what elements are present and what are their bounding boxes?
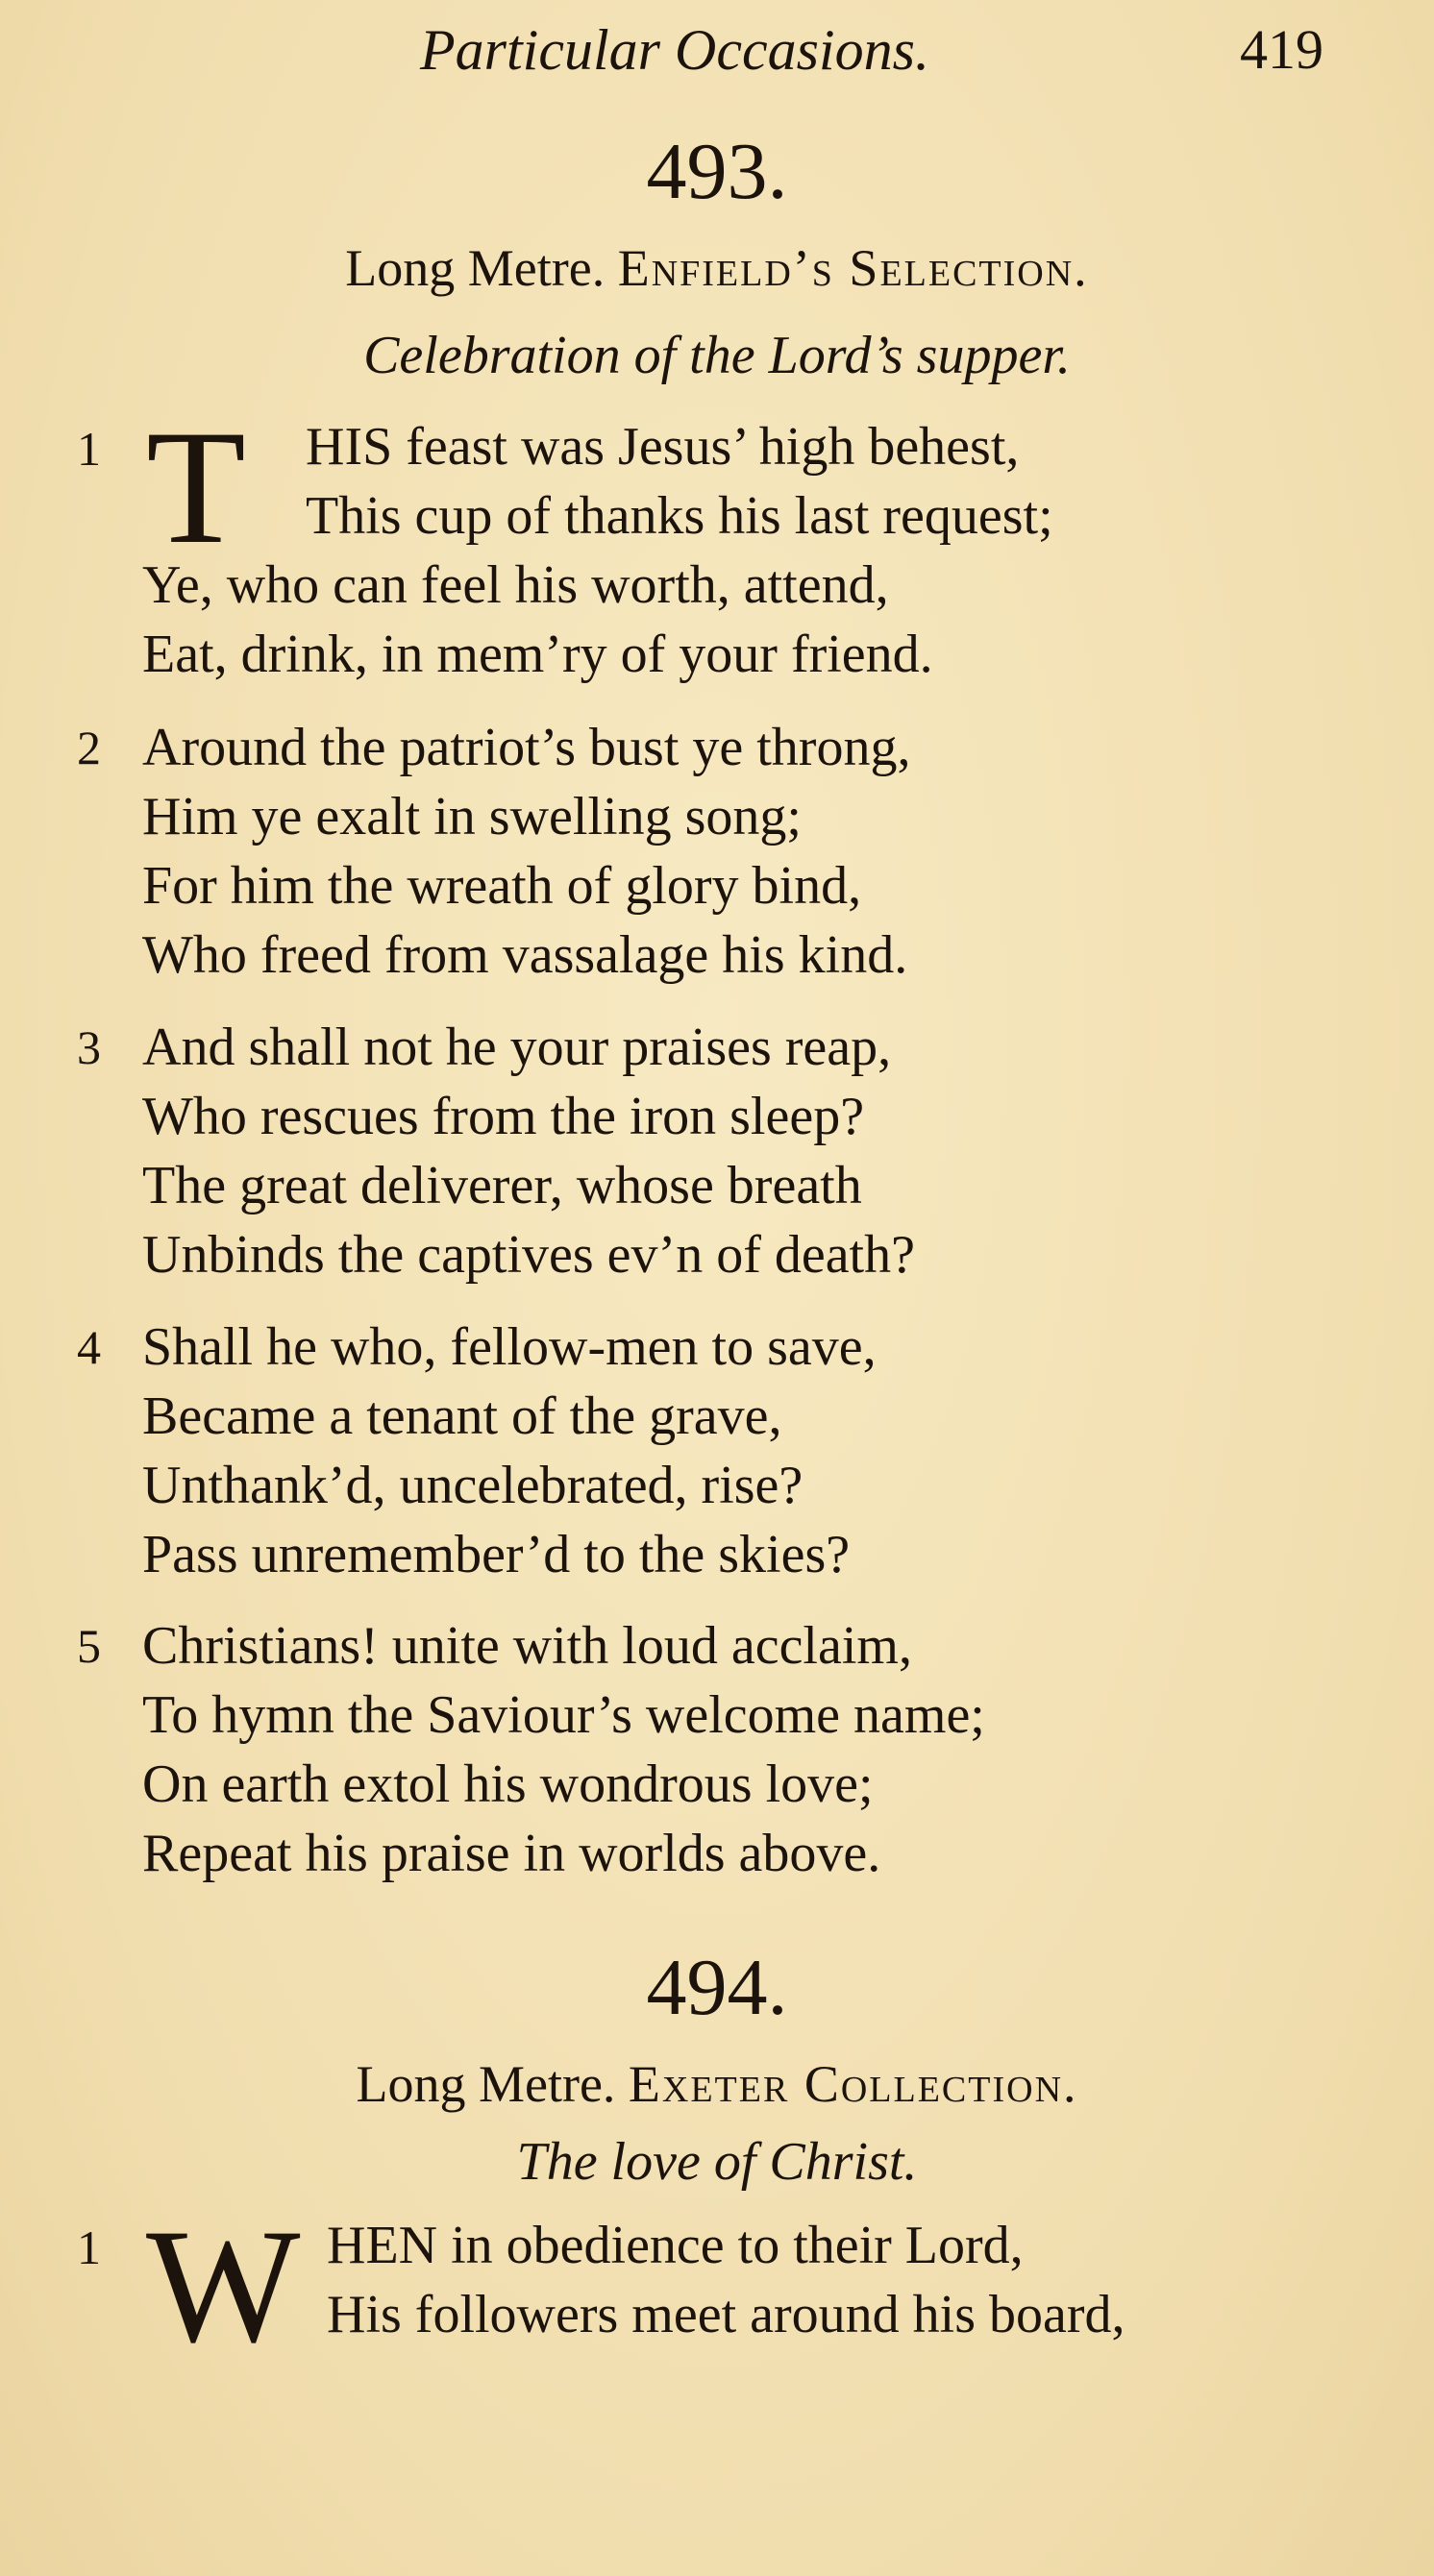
verse-line: Unthank’d, uncelebrated, rise? xyxy=(142,1456,804,1515)
running-head xyxy=(0,17,1434,94)
verse-line: Who freed from vassalage his kind. xyxy=(142,925,908,985)
hymn-meter-line xyxy=(0,238,1434,298)
page-number: 419 xyxy=(1240,18,1323,81)
drop-cap: T xyxy=(146,397,246,577)
verse-number: 3 xyxy=(77,1020,101,1074)
hymn-subject: Celebration of the Lord’s supper. xyxy=(363,326,1071,385)
verse-line: Him ye exalt in swelling song; xyxy=(142,787,802,846)
verse-line: This cup of thanks his last request; xyxy=(306,486,1053,546)
source-collection: Enfield’s Selection. xyxy=(617,239,1089,297)
verse-number: 1 xyxy=(77,2220,101,2274)
verse-line: And shall not he your praises reap, xyxy=(142,1018,892,1077)
hymn-number: 493. xyxy=(646,127,788,216)
verse-line: Christians! unite with loud acclaim, xyxy=(142,1616,912,1676)
verse-line: HIS feast was Jesus’ high behest, xyxy=(306,417,1020,477)
verse-line: Around the patriot’s bust ye throng, xyxy=(142,718,911,777)
verse-line: Ye, who can feel his worth, attend, xyxy=(142,555,889,615)
verse-line: His followers meet around his board, xyxy=(327,2285,1125,2344)
meter: Long Metre. xyxy=(356,2055,616,2113)
verse-line: Eat, drink, in mem’ry of your friend. xyxy=(142,625,933,684)
verse-line: Shall he who, fellow-men to save, xyxy=(142,1317,877,1377)
hymn-meter-line xyxy=(0,2054,1434,2114)
verse-number: 1 xyxy=(77,422,101,476)
verse-line: HEN in obedience to their Lord, xyxy=(327,2216,1024,2275)
verse-number: 5 xyxy=(77,1619,101,1673)
verse-line: The great deliverer, whose breath xyxy=(142,1156,862,1215)
meter: Long Metre. xyxy=(345,239,606,297)
running-title: Particular Occasions. xyxy=(420,18,929,82)
drop-cap: W xyxy=(146,2196,301,2376)
verse-line: On earth extol his wondrous love; xyxy=(142,1754,874,1814)
verse-line: Repeat his praise in worlds above. xyxy=(142,1824,881,1883)
verse-line: Unbinds the captives ev’n of death? xyxy=(142,1225,915,1285)
source-collection: Exeter Collection. xyxy=(628,2055,1078,2113)
verse-number: 4 xyxy=(77,1320,101,1374)
verse-line: Pass unremember’d to the skies? xyxy=(142,1525,851,1584)
verse-line: Who rescues from the iron sleep? xyxy=(142,1087,865,1146)
verse-line: Became a tenant of the grave, xyxy=(142,1386,782,1446)
verse-line: For him the wreath of glory bind, xyxy=(142,856,862,916)
verse-line: To hymn the Saviour’s welcome name; xyxy=(142,1685,985,1745)
hymn-number: 494. xyxy=(646,1943,788,2032)
verse-number: 2 xyxy=(77,721,101,774)
hymn-subject: The love of Christ. xyxy=(516,2132,918,2192)
